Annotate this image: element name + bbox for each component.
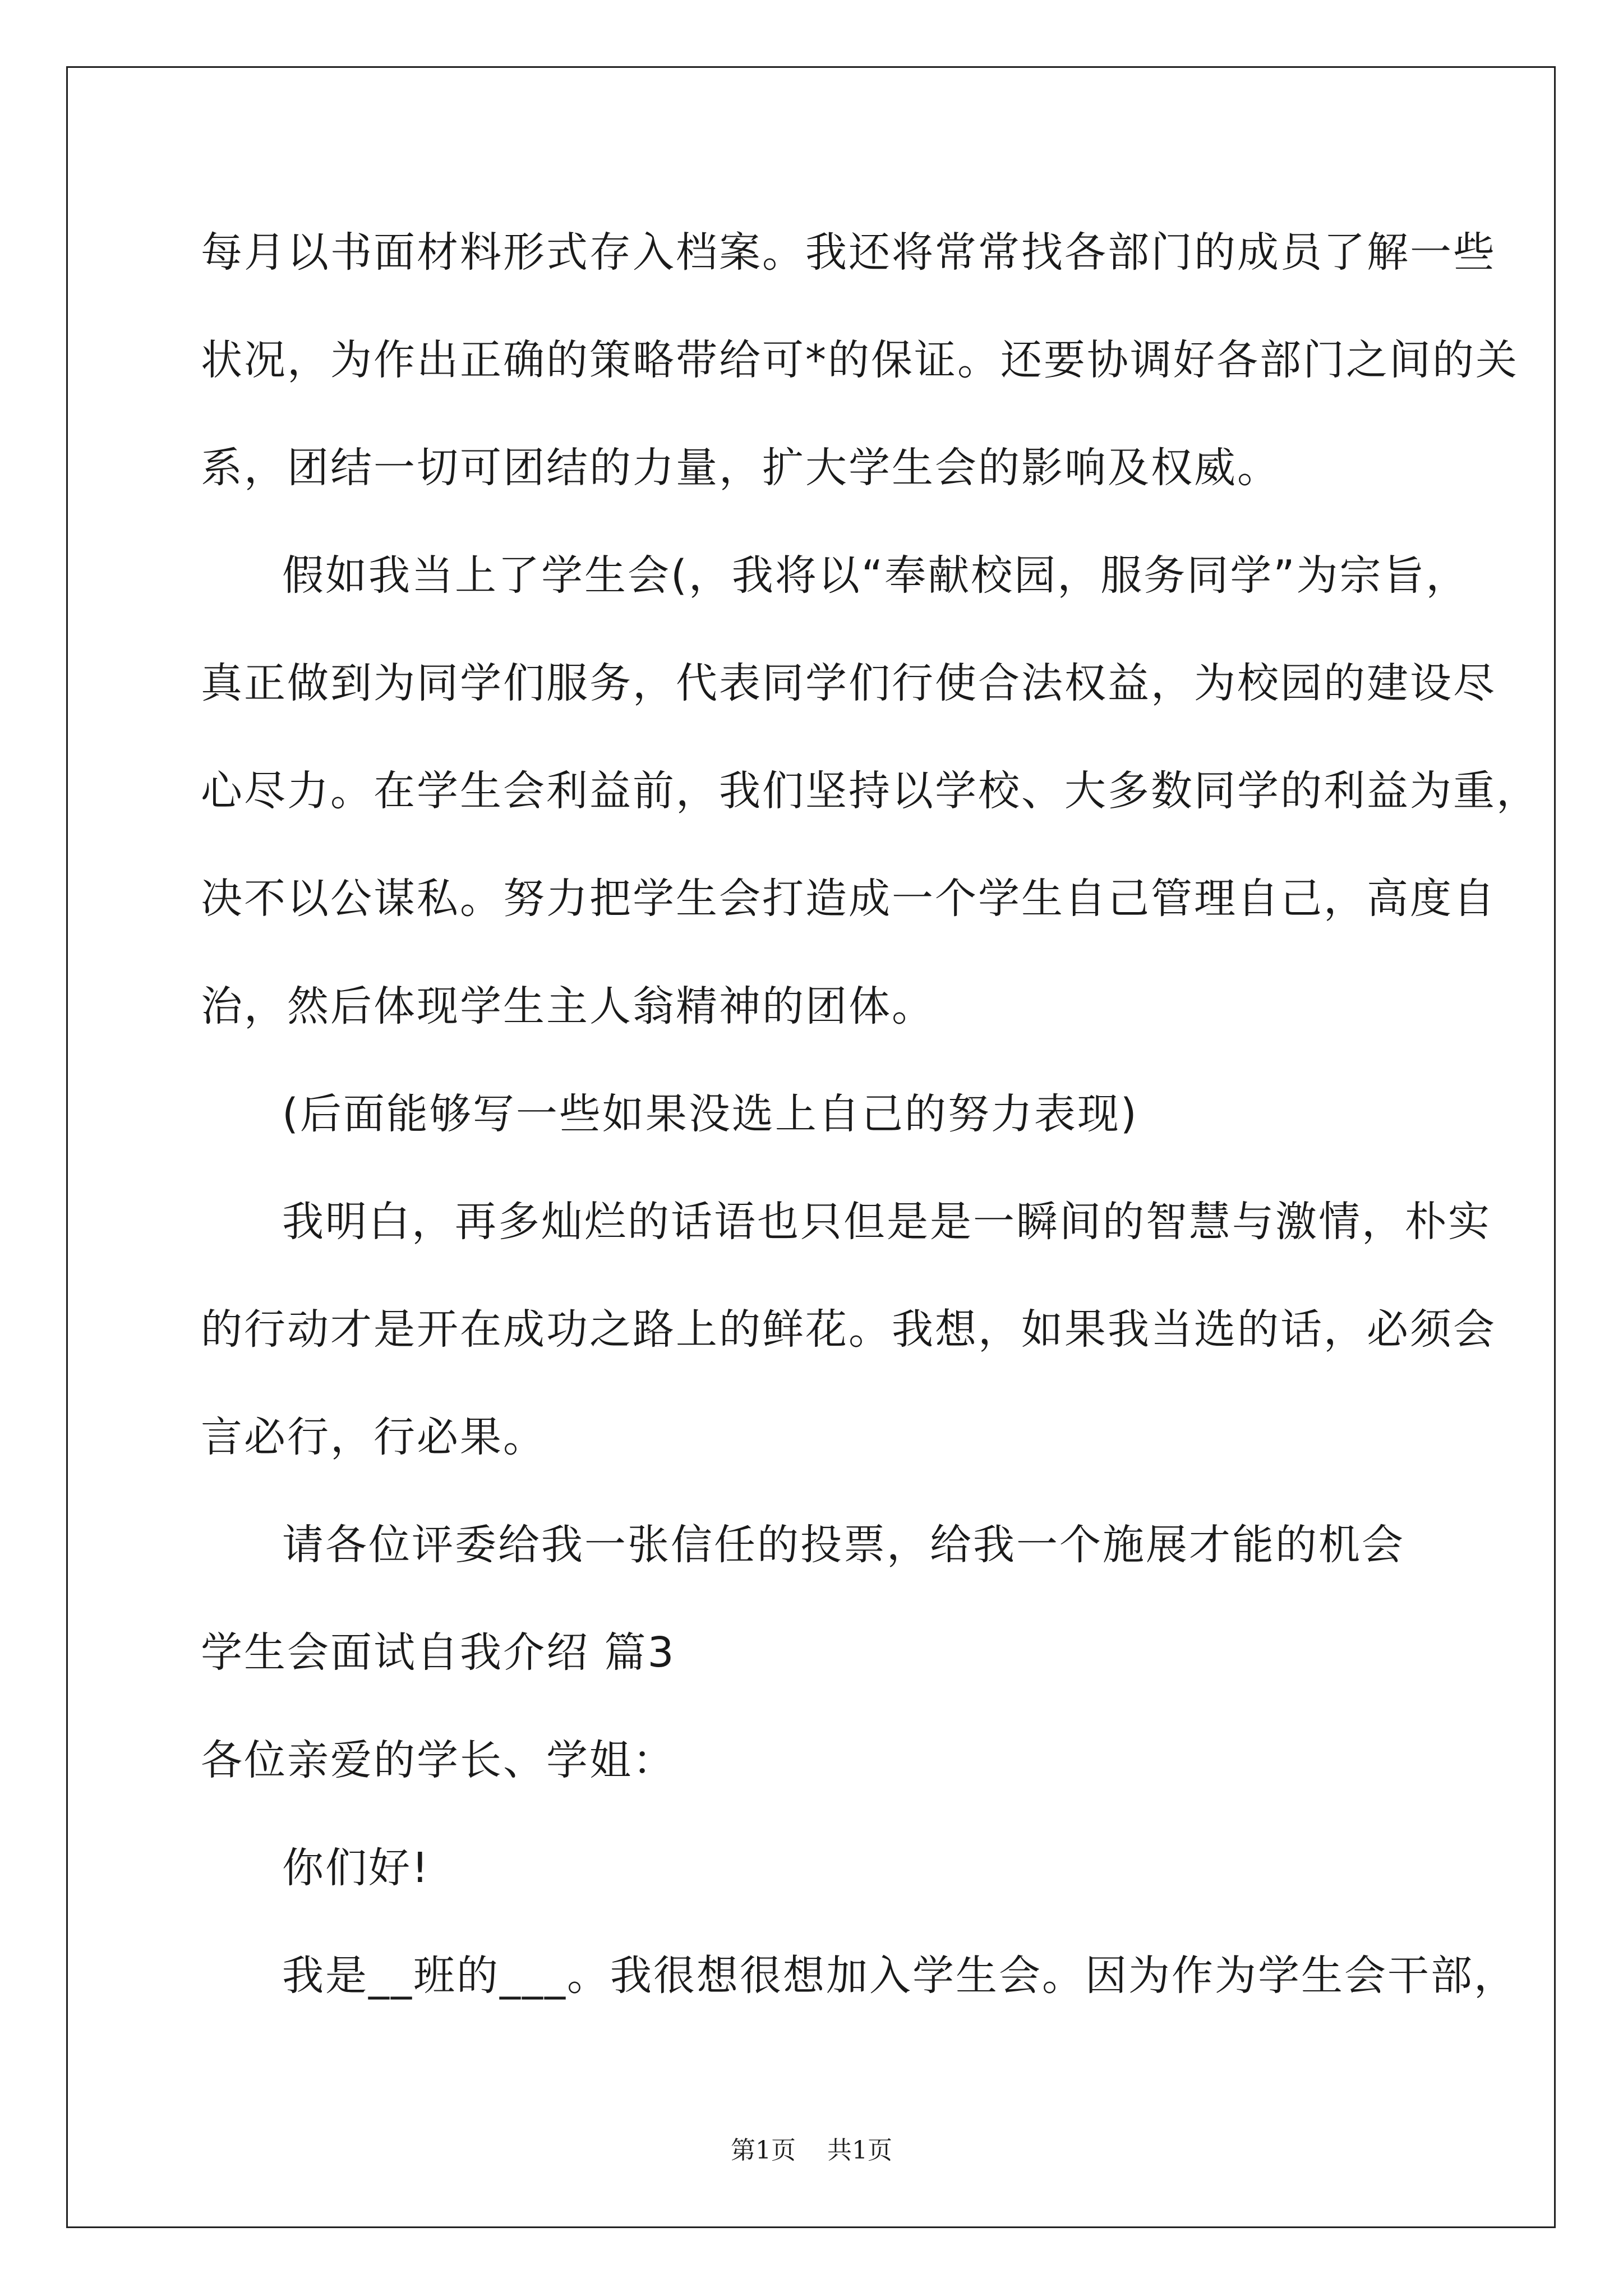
text-line: 我是__班的___。我很想很想加入学生会。因为作为学生会干部， — [282, 1952, 1517, 2000]
text-line: 的行动才是开在成功之路上的鲜花。我想，如果我当选的话，必须会 — [201, 1305, 1496, 1354]
salutation: 各位亲爱的学长、学姐： — [201, 1736, 676, 1784]
text-line: 状况，为作出正确的策略带给可*的保证。还要协调好各部门之间的关 — [201, 336, 1519, 384]
page-number: 第1页 — [731, 2136, 796, 2165]
page-border — [66, 66, 1556, 2228]
text-line: 治，然后体现学生主人翁精神的团体。 — [201, 982, 935, 1030]
text-line: 系，团结一切可团结的力量，扩大学生会的影响及权威。 — [201, 444, 1280, 492]
text-line: 请各位评委给我一张信任的投票，给我一个施展才能的机会 — [282, 1521, 1405, 1569]
text-line: 心尽力。在学生会利益前，我们坚持以学校、大多数同学的利益为重， — [201, 767, 1539, 815]
text-line: 真正做到为同学们服务，代表同学们行使合法权益，为校园的建设尽 — [201, 659, 1496, 707]
text-line: (后面能够写一些如果没选上自己的努力表现) — [282, 1090, 1138, 1138]
greeting: 你们好! — [282, 1844, 430, 1892]
page-total: 共1页 — [827, 2136, 892, 2165]
text-line: 假如我当上了学生会(，我将以“奉献校园，服务同学”为宗旨， — [282, 551, 1469, 600]
section-heading: 学生会面试自我介绍 篇3 — [201, 1628, 676, 1677]
page-footer — [0, 2135, 1623, 2166]
text-line: 决不以公谋私。努力把学生会打造成一个学生自己管理自己，高度自 — [201, 875, 1496, 923]
text-line: 我明白，再多灿烂的话语也只但是是一瞬间的智慧与激情，朴实 — [282, 1198, 1491, 1246]
text-line: 每月以书面材料形式存入档案。我还将常常找各部门的成员了解一些 — [201, 228, 1496, 277]
text-line: 言必行，行必果。 — [201, 1413, 546, 1461]
